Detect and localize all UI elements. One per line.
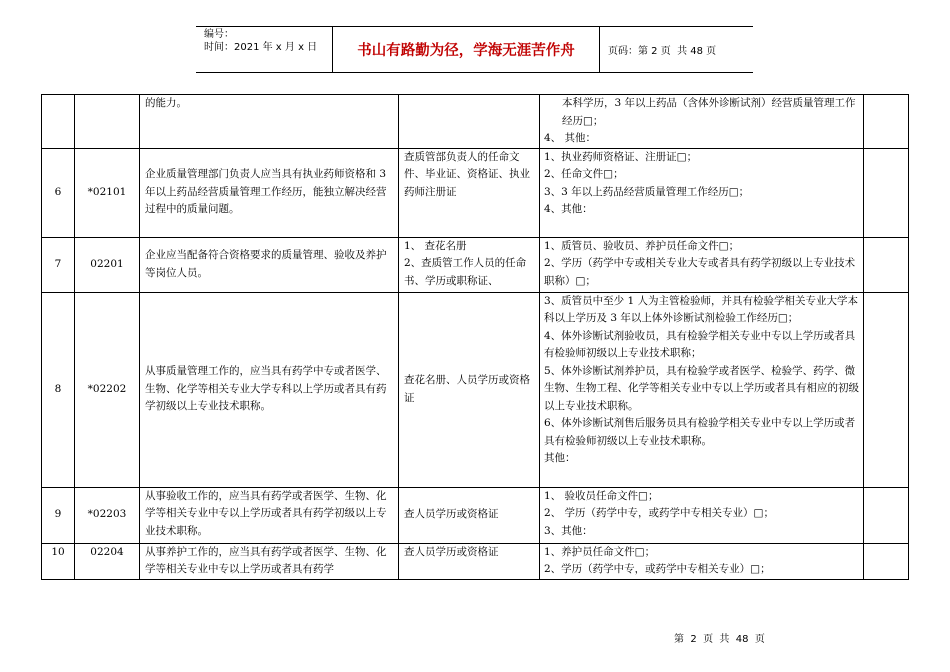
method-text: 查花名册、人员学历或资格证 bbox=[404, 374, 530, 404]
row-remark bbox=[864, 95, 909, 149]
row-remark bbox=[864, 148, 909, 237]
header-number-label: 编号： bbox=[204, 29, 234, 40]
row-requirement bbox=[140, 95, 399, 149]
header-motto: 书山有路勤为径，学海无涯苦作舟 bbox=[332, 27, 600, 72]
header-page-label: 页码：第 2 页 共 48 页 bbox=[608, 46, 717, 57]
page-footer: 第 2 页 共 48 页 bbox=[674, 634, 765, 645]
requirement-text: 企业质量管理部门负责人应当具有执业药师资格和 3 年以上药品经营质量管理工作经历，能独立解决经营过程中的质量问题。 bbox=[145, 168, 387, 216]
table-body bbox=[42, 95, 909, 580]
row-code bbox=[75, 95, 140, 149]
requirement-text: 企业应当配备符合资格要求的质量管理、验收及养护等岗位人员。 bbox=[145, 249, 387, 279]
row-requirement: 从事养护工作的，应当具有药学或者医学、生物、化学等相关专业中专以上学历或者具有药学 bbox=[140, 543, 399, 579]
criteria-line: 1、养护员任命文件□； bbox=[544, 545, 656, 558]
row-number: 6 bbox=[42, 148, 75, 237]
criteria-line: 5、体外诊断试剂养护员，具有检验学或者医学、检验学、药学、微生物、生物工程、化学等相关专业中专以上学历或者具有相应的初级以上专业技术职称。 bbox=[544, 364, 859, 412]
requirement-text: 从事质量管理工作的，应当具有药学中专或者医学、生物、化学等相关专业大学专科以上学历或者具有药学初级以上专业技术职称。 bbox=[145, 365, 387, 413]
criteria-line: 2、任命文件□； bbox=[544, 168, 624, 180]
row-remark bbox=[864, 292, 909, 487]
row-number: 7 bbox=[42, 237, 75, 292]
criteria-line: 4、体外诊断试剂验收员，具有检验学相关专业中专以上学历或者具有检验师初级以上专业技术职称； bbox=[544, 329, 856, 359]
criteria-line: 2、 学历（药学中专，或药学中专相关专业）□； bbox=[544, 507, 774, 519]
row-number bbox=[42, 543, 75, 579]
row-requirement bbox=[140, 237, 399, 292]
row-method bbox=[399, 487, 540, 543]
header-meta bbox=[196, 27, 332, 72]
row-code: *02101 bbox=[75, 148, 140, 237]
criteria-line: 1、 验收员任命文件□； bbox=[544, 489, 659, 502]
page-header bbox=[196, 26, 753, 73]
table-row bbox=[42, 237, 909, 292]
criteria-line: 3、质管员中至少 1 人为主管检验师，并具有检验学相关专业大学本科以上学历及 3 年以上体外诊断试剂检验工作经历□； bbox=[544, 294, 859, 324]
row-criteria bbox=[540, 292, 864, 487]
table-row bbox=[42, 543, 909, 579]
criteria-line: 6、体外诊断试剂售后服务员具有检验学相关专业中专以上学历或者具有检验师初级以上专业技术职称。 bbox=[544, 417, 856, 447]
criteria-line: 其他： bbox=[544, 452, 576, 464]
row-code bbox=[75, 543, 140, 579]
row-remark bbox=[864, 487, 909, 543]
row-criteria bbox=[540, 487, 864, 543]
requirement-text: 的能力。 bbox=[145, 97, 187, 109]
criteria-line: 3、其他： bbox=[544, 524, 593, 537]
row-number: 9 bbox=[42, 487, 75, 543]
row-code: *02203 bbox=[75, 487, 140, 543]
criteria-line: 2、学历（药学中专，或药学中专相关专业）□； bbox=[544, 563, 771, 575]
criteria-line: 本科学历，3 年以上药品（含体外诊断试剂）经营质量管理工作经历□； bbox=[562, 97, 856, 127]
table-row bbox=[42, 148, 909, 237]
criteria-line: 1、执业药师资格证、注册证□； bbox=[544, 150, 698, 163]
header-page bbox=[600, 27, 753, 72]
row-method: 查人员学历或资格证 bbox=[399, 543, 540, 579]
row-number: 8 bbox=[42, 292, 75, 487]
header-time-label: 时间：2021 年 x 月 x 日 bbox=[204, 42, 318, 53]
row-code-text: 02204 bbox=[90, 545, 124, 558]
criteria-line: 4、其他： bbox=[544, 203, 593, 215]
row-criteria bbox=[540, 148, 864, 237]
table-row bbox=[42, 95, 909, 149]
criteria-line: 1、质管员、验收员、养护员任命文件□； bbox=[544, 239, 740, 252]
row-number bbox=[42, 95, 75, 149]
row-remark bbox=[864, 543, 909, 579]
row-requirement: 从事验收工作的，应当具有药学或者医学、生物、化学等相关专业中专以上学历或者具有药学初级以上专业技术职称。 bbox=[140, 487, 399, 543]
criteria-line: 2、学历（药学中专或相关专业大专或者具有药学初级以上专业技术职称）□； bbox=[544, 257, 856, 287]
table-row bbox=[42, 487, 909, 543]
row-criteria bbox=[540, 543, 864, 579]
row-method: 查质管部负责人的任命文件、毕业证、资格证、执业药师注册证 bbox=[399, 148, 540, 237]
inspection-table bbox=[41, 94, 909, 580]
row-code: 02201 bbox=[75, 237, 140, 292]
row-criteria bbox=[540, 237, 864, 292]
row-remark bbox=[864, 237, 909, 292]
row-requirement bbox=[140, 292, 399, 487]
method-text: 查人员学历或资格证 bbox=[404, 508, 499, 521]
row-method: 1、 查花名册 2、查质管工作人员的任命书、学历或职称证、 bbox=[399, 237, 540, 292]
criteria-line: 4、 其他： bbox=[544, 132, 597, 144]
row-method bbox=[399, 95, 540, 149]
row-requirement bbox=[140, 148, 399, 237]
row-criteria bbox=[540, 95, 864, 149]
row-method bbox=[399, 292, 540, 487]
table-row bbox=[42, 292, 909, 487]
criteria-line: 3、3 年以上药品经营质量管理工作经历□； bbox=[544, 185, 750, 198]
row-number-text: 10 bbox=[51, 545, 65, 558]
row-code: *02202 bbox=[75, 292, 140, 487]
